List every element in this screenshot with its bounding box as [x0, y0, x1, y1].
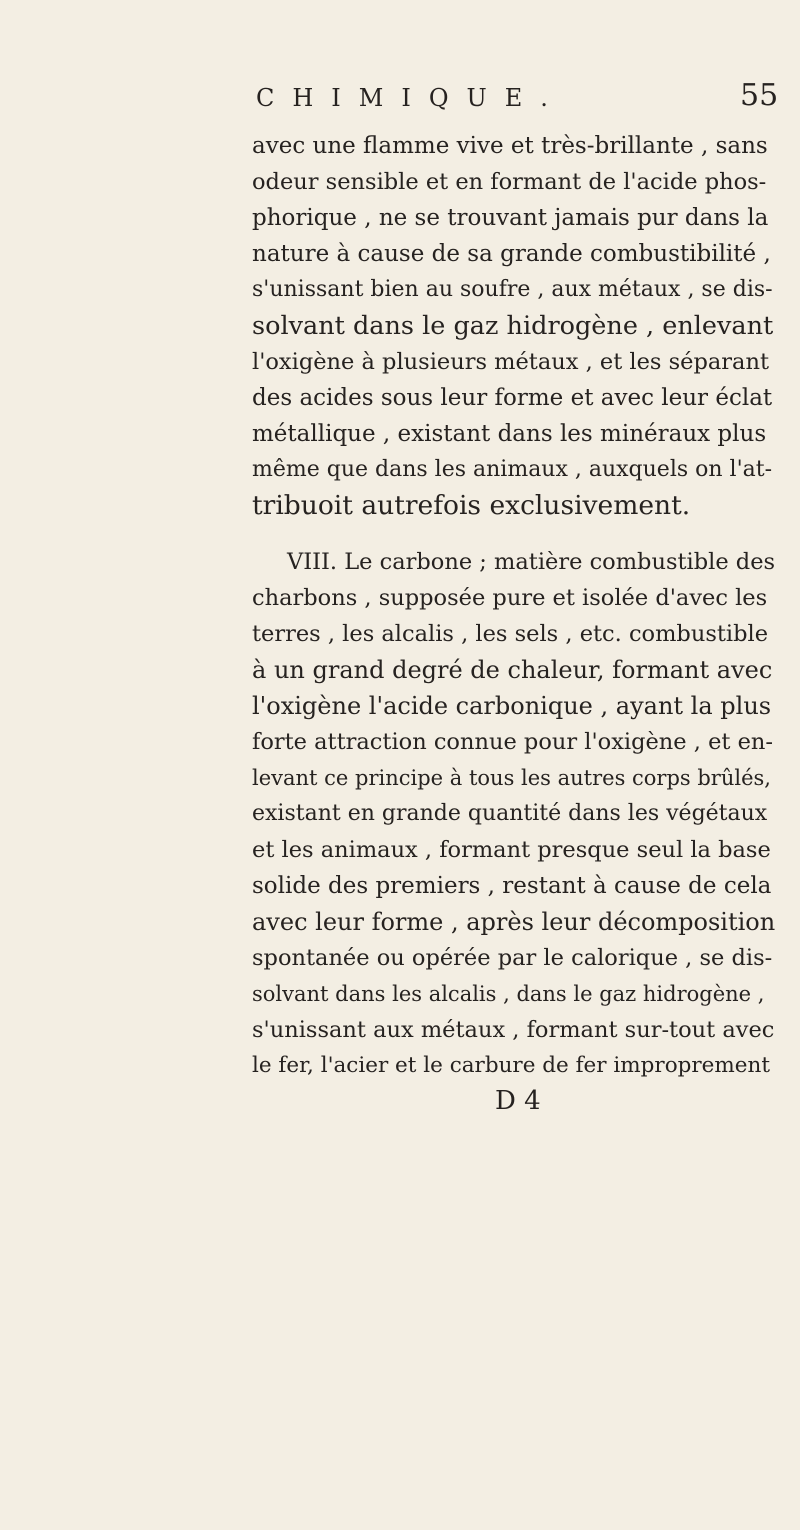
signature-mark: D 4	[495, 1086, 541, 1116]
text-line: à un grand degré de chaleur, formant avec	[252, 656, 773, 684]
text-line: charbons , supposée pure et isolée d'avec les	[252, 585, 768, 611]
running-head: CHIMIQUE.	[256, 84, 566, 112]
text-line: le fer, l'acier et le carbure de fer improprement	[252, 1053, 770, 1078]
text-line: et les animaux , formant presque seul la base	[252, 837, 771, 863]
text-line: nature à cause de sa grande combustibilité ,	[252, 241, 771, 267]
text-line: solvant dans le gaz hidrogène , enlevant	[252, 311, 774, 341]
text-line: levant ce principe à tous les autres corps brûlés,	[252, 766, 771, 790]
text-line: même que dans les animaux , auxquels on l'at-	[252, 457, 773, 482]
text-line: spontanée ou opérée par le calorique , se dis-	[252, 945, 773, 971]
text-line: s'unissant aux métaux , formant sur-tout avec	[252, 1017, 775, 1043]
text-line: l'oxigène l'acide carbonique , ayant la plus	[252, 692, 772, 720]
text-line: solvant dans les alcalis , dans le gaz hidrogène ,	[252, 982, 765, 1006]
text-line: avec leur forme , après leur décomposition	[252, 908, 776, 936]
text-line: existant en grande quantité dans les végétaux	[252, 801, 768, 826]
text-line: odeur sensible et en formant de l'acide phos-	[252, 169, 767, 195]
text-line: avec une flamme vive et très-brillante , sans	[252, 133, 768, 159]
text-line: forte attraction connue pour l'oxigène , et en-	[252, 729, 773, 755]
text-line: s'unissant bien au soufre , aux métaux , se dis-	[252, 277, 773, 302]
text-line: solide des premiers , restant à cause de cela	[252, 873, 772, 899]
text-line: des acides sous leur forme et avec leur éclat	[252, 385, 773, 411]
page-header	[0, 78, 800, 122]
text-line: l'oxigène à plusieurs métaux , et les séparant	[252, 349, 769, 375]
text-line: terres , les alcalis , les sels , etc. combustible	[252, 621, 769, 647]
text-line: phorique , ne se trouvant jamais pur dans la	[252, 205, 769, 231]
text-line: métallique , existant dans les minéraux plus	[252, 421, 767, 447]
text-line: tribuoit autrefois exclusivement.	[252, 490, 691, 521]
paragraph-start: VIII. Le carbone ; matière combustible des	[287, 549, 776, 575]
page-number: 55	[740, 78, 779, 113]
